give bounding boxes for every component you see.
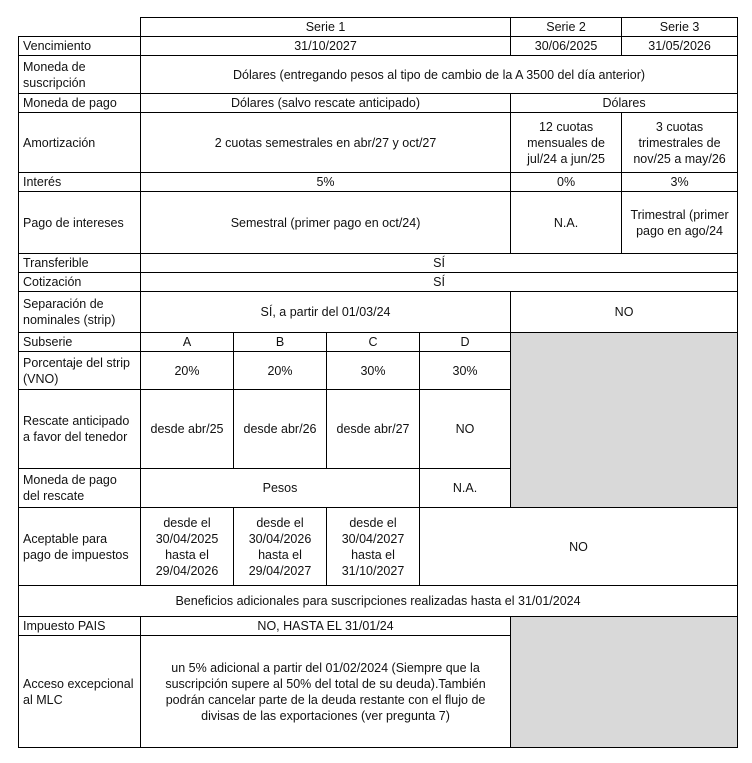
porcentaje-c: 30%	[327, 352, 420, 390]
label-porcentaje-strip: Porcentaje del strip (VNO)	[19, 352, 141, 390]
row-interes	[19, 173, 738, 192]
row-cotizacion	[19, 273, 738, 292]
vencimiento-serie-2: 30/06/2025	[511, 37, 622, 56]
rescate-b: desde abr/26	[234, 390, 327, 469]
row-impuesto-pais	[19, 617, 738, 636]
porcentaje-d: 30%	[420, 352, 511, 390]
moneda-rescate-d: N.A.	[420, 469, 511, 508]
acceso-mlc-value: un 5% adicional a partir del 01/02/2024 (Siempre que la suscripción supere al 50% del total de su deuda).También podrán cancelar parte de la deuda restante con el flujo de divisas de las exportaciones (ver pregunta 7)	[141, 636, 511, 748]
vencimiento-serie-1: 31/10/2027	[141, 37, 511, 56]
row-subserie	[19, 333, 738, 352]
impuesto-pais-value: NO, HASTA EL 31/01/24	[141, 617, 511, 636]
subserie-d: D	[420, 333, 511, 352]
porcentaje-a: 20%	[141, 352, 234, 390]
moneda-pago-serie-2-3: Dólares	[511, 94, 738, 113]
label-vencimiento: Vencimiento	[19, 37, 141, 56]
interes-serie-3: 3%	[622, 173, 738, 192]
moneda-rescate-abc: Pesos	[141, 469, 420, 508]
label-rescate-anticipado: Rescate anticipado a favor del tenedor	[19, 390, 141, 469]
pago-intereses-serie-2: N.A.	[511, 192, 622, 254]
row-aceptable-impuestos	[19, 508, 738, 586]
porcentaje-b: 20%	[234, 352, 327, 390]
row-beneficios	[19, 586, 738, 617]
label-transferible: Transferible	[19, 254, 141, 273]
interes-serie-2: 0%	[511, 173, 622, 192]
strip-serie-2-3: NO	[511, 292, 738, 333]
label-aceptable-impuestos: Aceptable para pago de impuestos	[19, 508, 141, 586]
row-transferible	[19, 254, 738, 273]
label-cotizacion: Cotización	[19, 273, 141, 292]
row-moneda-pago	[19, 94, 738, 113]
subserie-a: A	[141, 333, 234, 352]
amortizacion-serie-2: 12 cuotas mensuales de jul/24 a jun/25	[511, 113, 622, 173]
amortizacion-serie-1: 2 cuotas semestrales en abr/27 y oct/27	[141, 113, 511, 173]
row-pago-intereses	[19, 192, 738, 254]
label-interes: Interés	[19, 173, 141, 192]
header-row	[19, 18, 738, 37]
bond-terms-table	[18, 17, 738, 748]
label-amortizacion: Amortización	[19, 113, 141, 173]
label-moneda-pago: Moneda de pago	[19, 94, 141, 113]
row-vencimiento	[19, 37, 738, 56]
moneda-suscripcion-value: Dólares (entregando pesos al tipo de cambio de la A 3500 del día anterior)	[141, 56, 738, 94]
subserie-c: C	[327, 333, 420, 352]
pago-intereses-serie-3: Trimestral (primer pago en ago/24	[622, 192, 738, 254]
strip-serie-1: SÍ, a partir del 01/03/24	[141, 292, 511, 333]
amortizacion-serie-3: 3 cuotas trimestrales de nov/25 a may/26	[622, 113, 738, 173]
transferible-value: SÍ	[141, 254, 738, 273]
label-moneda-rescate: Moneda de pago del rescate	[19, 469, 141, 508]
row-moneda-suscripcion	[19, 56, 738, 94]
rescate-d: NO	[420, 390, 511, 469]
aceptable-a: desde el 30/04/2025 hasta el 29/04/2026	[141, 508, 234, 586]
row-strip	[19, 292, 738, 333]
interes-serie-1: 5%	[141, 173, 511, 192]
subserie-b: B	[234, 333, 327, 352]
label-moneda-suscripcion: Moneda de suscripción	[19, 56, 141, 94]
header-serie-1: Serie 1	[141, 18, 511, 37]
vencimiento-serie-3: 31/05/2026	[622, 37, 738, 56]
label-subserie: Subserie	[19, 333, 141, 352]
header-serie-2: Serie 2	[511, 18, 622, 37]
cotizacion-value: SÍ	[141, 273, 738, 292]
label-impuesto-pais: Impuesto PAIS	[19, 617, 141, 636]
gray-block-subseries	[511, 333, 738, 508]
aceptable-rest: NO	[420, 508, 738, 586]
header-serie-3: Serie 3	[622, 18, 738, 37]
pago-intereses-serie-1: Semestral (primer pago en oct/24)	[141, 192, 511, 254]
beneficios-title: Beneficios adicionales para suscripciones realizadas hasta el 31/01/2024	[19, 586, 738, 617]
label-strip: Separación de nominales (strip)	[19, 292, 141, 333]
gray-block-beneficios	[511, 617, 738, 748]
header-corner	[19, 18, 141, 37]
rescate-a: desde abr/25	[141, 390, 234, 469]
rescate-c: desde abr/27	[327, 390, 420, 469]
aceptable-c: desde el 30/04/2027 hasta el 31/10/2027	[327, 508, 420, 586]
aceptable-b: desde el 30/04/2026 hasta el 29/04/2027	[234, 508, 327, 586]
label-pago-intereses: Pago de intereses	[19, 192, 141, 254]
row-amortizacion	[19, 113, 738, 173]
moneda-pago-serie-1: Dólares (salvo rescate anticipado)	[141, 94, 511, 113]
label-acceso-mlc: Acceso excepcional al MLC	[19, 636, 141, 748]
